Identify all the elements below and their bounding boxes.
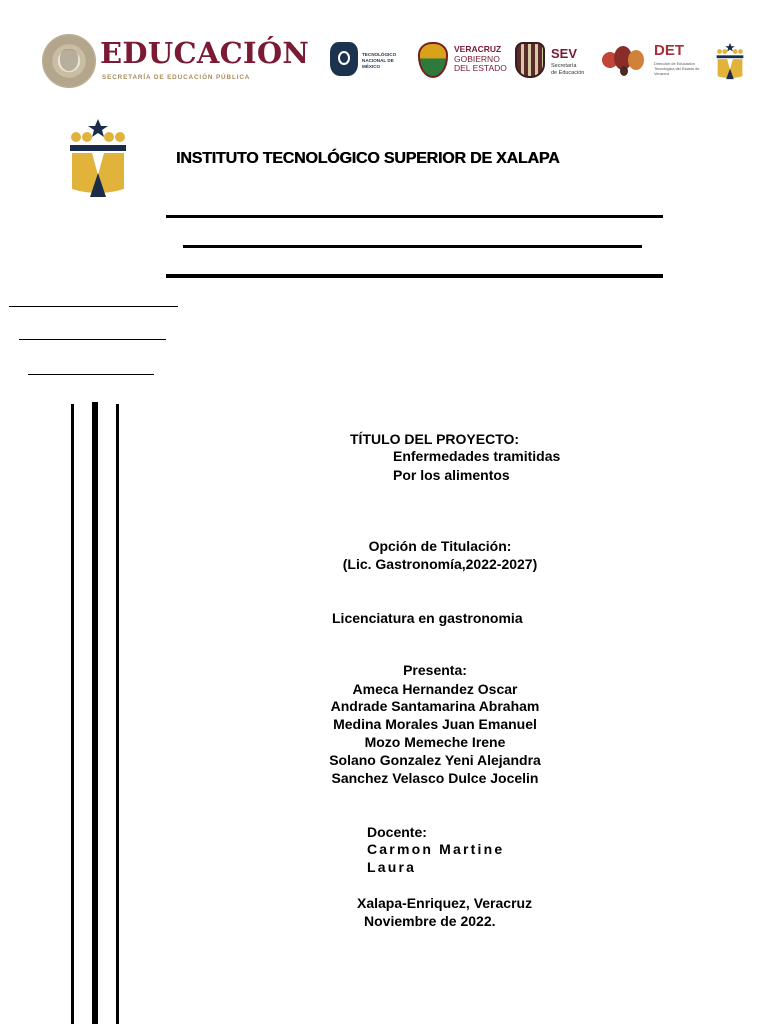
titulation-value: (Lic. Gastronomía,2022-2027) xyxy=(342,556,538,572)
tecnm-gear-icon xyxy=(330,42,358,76)
teacher-name-line1: Carmon Martine xyxy=(367,841,505,857)
veracruz-logo-text xyxy=(454,45,507,74)
tecnm-logo-text: TECNOLÓGICO NACIONAL DE MÉXICO xyxy=(362,52,397,69)
education-logo xyxy=(42,34,310,90)
education-logo-subtitle: SECRETARÍA DE EDUCACIÓN PÚBLICA xyxy=(102,74,251,81)
header-rule-1 xyxy=(166,215,663,218)
tecnm-logo xyxy=(330,42,412,82)
side-rule-3 xyxy=(28,374,154,375)
sev-logo-title: SEV xyxy=(551,46,578,61)
national-seal-icon xyxy=(42,34,96,88)
teacher-label: Docente: xyxy=(367,824,427,840)
det-logo-title: DET xyxy=(654,42,684,59)
vertical-rule-middle xyxy=(92,402,98,1024)
sev-logo-line2: de Educación xyxy=(551,69,585,76)
veracruz-logo xyxy=(418,42,508,82)
project-title-label: TÍTULO DEL PROYECTO: xyxy=(350,431,520,447)
presenter-name: Ameca Hernandez Oscar xyxy=(352,681,518,697)
footer-date: Noviembre de 2022. xyxy=(364,913,496,929)
veracruz-shield-icon xyxy=(418,42,448,78)
side-rule-1 xyxy=(9,306,178,307)
veracruz-logo-line1: VERACRUZ xyxy=(454,44,502,54)
itsx-logo-icon xyxy=(66,117,130,201)
presenter-name: Solano Gonzalez Yeni Alejandra xyxy=(329,752,541,768)
degree-name: Licenciatura en gastronomia xyxy=(332,610,523,626)
det-logo-subtitle: Dirección de Educación Tecnológica del Estado de Veracruz xyxy=(654,61,700,76)
project-title-line1: Enfermedades tramitidas xyxy=(393,448,561,464)
header-rule-3 xyxy=(166,274,663,278)
presenter-name: Mozo Memeche Irene xyxy=(364,734,506,750)
presenter-name: Medina Morales Juan Emanuel xyxy=(333,716,537,732)
vertical-rule-left xyxy=(71,404,74,1024)
sev-logo-line1: Secretaría xyxy=(551,63,577,69)
presenter-name: Andrade Santamarina Abraham xyxy=(330,698,540,714)
institution-name: INSTITUTO TECNOLÓGICO SUPERIOR DE XALAPA xyxy=(176,150,560,167)
sev-logo-subtitle xyxy=(551,63,584,76)
itsx-small-icon xyxy=(714,42,746,82)
sev-logo xyxy=(515,42,593,82)
veracruz-logo-line2: GOBIERNO xyxy=(454,53,500,64)
footer-place: Xalapa-Enriquez, Veracruz xyxy=(357,895,533,911)
teacher-name-line2: Laura xyxy=(367,859,417,875)
vertical-rule-right xyxy=(116,404,119,1024)
presenters-label: Presenta: xyxy=(403,662,467,678)
presenter-name: Sanchez Velasco Dulce Jocelin xyxy=(331,770,539,786)
det-mark-icon xyxy=(602,44,648,78)
education-logo-word: EDUCACIÓN xyxy=(100,36,310,70)
titulation-label: Opción de Titulación: xyxy=(368,538,512,554)
itsx-logo xyxy=(66,117,130,201)
side-rule-2 xyxy=(19,339,166,340)
itsx-small-logo xyxy=(714,42,746,82)
det-logo xyxy=(602,40,702,82)
header-rule-2 xyxy=(183,245,642,248)
sev-shield-icon xyxy=(515,42,545,78)
veracruz-logo-line3: DEL ESTADO xyxy=(454,63,507,73)
project-title-line2: Por los alimentos xyxy=(393,467,510,483)
